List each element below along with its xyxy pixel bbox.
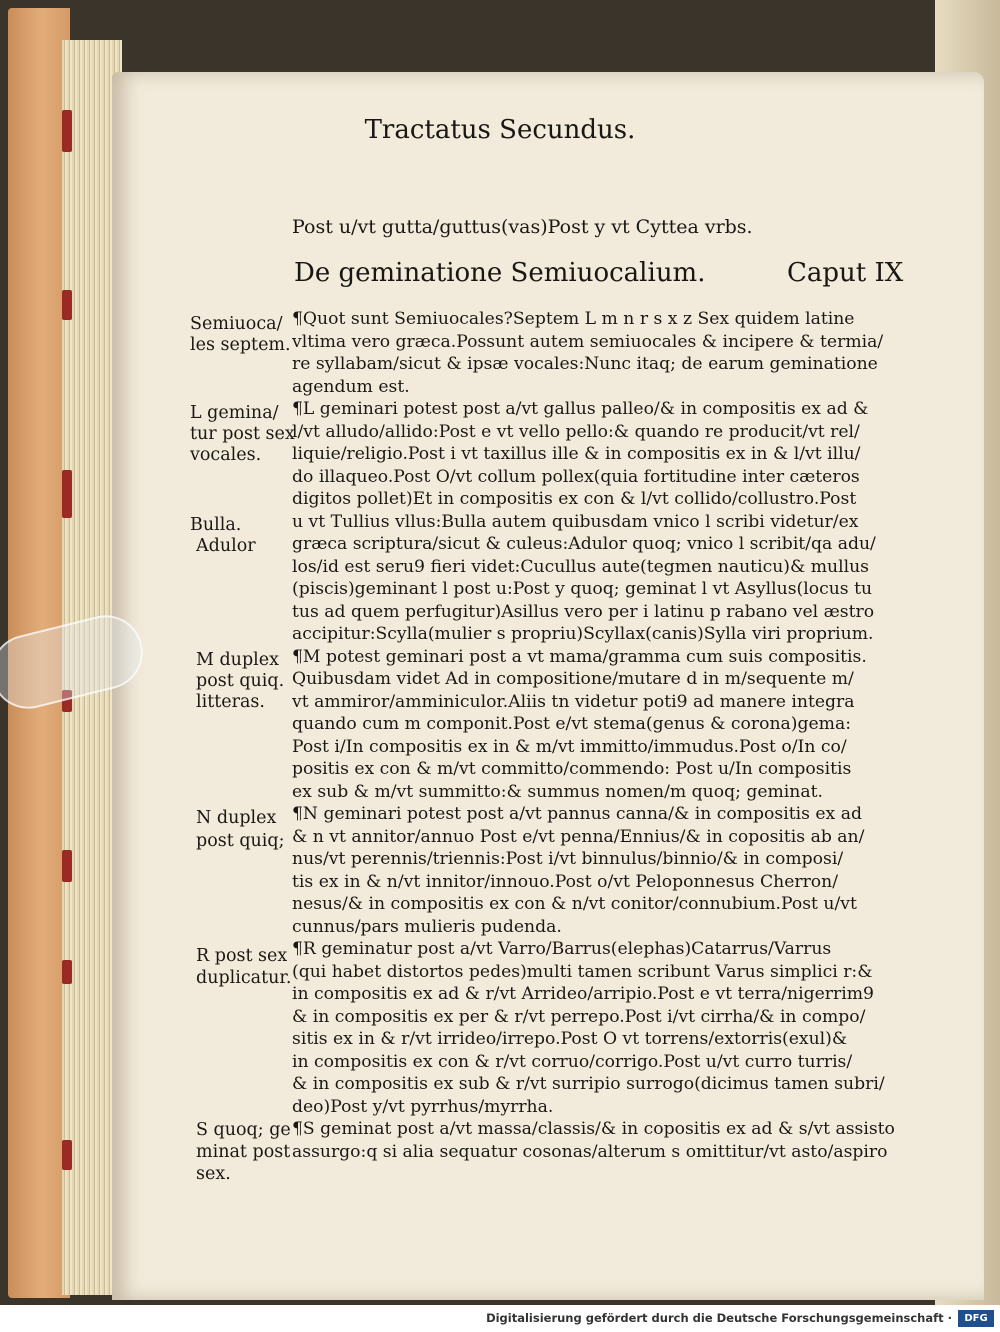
page-marker-tab [62, 1140, 72, 1170]
text-line: quando cum m componit.Post e/vt stema(genus & corona)gema: [292, 714, 852, 734]
margin-note: sex. [196, 1164, 231, 1184]
text-line: sitis ex in & r/vt irrideo/irrepo.Post O vt torrens/extorris(exul)& [292, 1029, 848, 1049]
text-line: do illaqueo.Post O/vt collum pollex(quia fortitudine inter cæteros [292, 466, 860, 487]
text-line: Quibusdam videt Ad in compositione/mutare d in m/sequente m/ [292, 669, 854, 689]
chapter-number: Caput IX [787, 258, 904, 288]
margin-note: L gemina/ [190, 403, 279, 423]
text-line: Post i/In compositis ex in & m/vt immitto/immudus.Post o/In co/ [292, 736, 847, 757]
text-line: nus/vt perennis/triennis:Post i/vt binnulus/binnio/& in composi/ [292, 849, 844, 869]
text-line: & in compositis ex sub & r/vt surripio surrogo(dicimus tamen subri/ [292, 1074, 885, 1094]
text-line: re syllabam/sicut & ipsæ vocales:Nunc itaq; de earum geminatione [292, 354, 878, 374]
text-line: deo)Post y/vt pyrrhus/myrrha. [292, 1096, 554, 1117]
funding-credit: Digitalisierung gefördert durch die Deutsche Forschungsgemeinschaft · [486, 1311, 952, 1325]
text-line: nesus/& in compositis ex con & n/vt conitor/connubium.Post u/vt [292, 894, 857, 914]
margin-note: post quiq. [196, 671, 285, 691]
page-marker-tab [62, 290, 72, 320]
text-line: liquie/religio.Post i vt taxillus ille & in compositis ex in & l/vt illu/ [292, 444, 861, 464]
text-line: ¶S geminat post a/vt massa/classis/& in copositis ex ad & s/vt assisto [292, 1119, 895, 1139]
text-line: & n vt annitor/annuo Post e/vt penna/Ennius/& in copositis ab an/ [292, 826, 865, 847]
text-line: (piscis)geminant l post u:Post y quoq; geminat l vt Asyllus(locus tu [292, 579, 873, 599]
margin-note: N duplex [196, 808, 277, 828]
margin-note: litteras. [196, 692, 265, 712]
margin-note: Adulor [196, 536, 256, 556]
margin-note: minat post [196, 1142, 291, 1162]
text-line: positis ex con & m/vt committo/commendo: Post u/In compositis [292, 759, 852, 779]
text-line: assurgo:q si alia sequatur cosonas/alterum s omittitur/vt asto/aspiro [292, 1141, 888, 1162]
text-line: u vt Tullius vllus:Bulla autem quibusdam vnico l scribi videtur/ex [292, 511, 859, 532]
page-marker-tab [62, 470, 72, 518]
margin-note: tur post sex [190, 424, 295, 444]
text-line: (qui habet distortos pedes)multi tamen scribunt Varus simplici r:& [292, 961, 873, 982]
page-marker-tab [62, 850, 72, 882]
text-line: ¶Quot sunt Semiuocales?Septem L m n r s x z Sex quidem latine [292, 309, 855, 329]
text-line: in compositis ex con & r/vt corruo/corrigo.Post u/vt curro turris/ [292, 1051, 853, 1072]
text-line: ¶L geminari potest post a/vt gallus palleo/& in compositis ex ad & [292, 399, 869, 419]
margin-note: Semiuoca/ [190, 314, 283, 334]
margin-note: R post sex [196, 946, 288, 966]
running-subtitle: Post u/vt gutta/guttus(vas)Post y vt Cyttea vrbs. [292, 216, 753, 238]
dfg-logo: DFG [958, 1310, 994, 1327]
text-line: ¶R geminatur post a/vt Varro/Barrus(elephas)Catarrus/Varrus [292, 939, 832, 959]
text-line: vt ammiror/amminiculor.Aliis tn videtur poti9 ad manere integra [292, 691, 855, 712]
margin-note: post quiq; [196, 831, 285, 851]
chapter-title: De geminatione Semiuocalium. [294, 258, 706, 288]
margin-note: duplicatur. [196, 968, 292, 988]
text-line: tis ex in & n/vt innitor/innouo.Post o/vt Peloponnesus Cherron/ [292, 871, 839, 892]
margin-note: M duplex [196, 650, 279, 670]
text-line: accipitur:Scylla(mulier s propriu)Scyllax(canis)Sylla viri proprium. [292, 624, 874, 644]
margin-note: Bulla. [190, 515, 242, 535]
running-title: Tractatus Secundus. [364, 115, 636, 145]
text-line: cunnus/pars mulieris pudenda. [292, 916, 562, 937]
margin-note: S quoq; ge [196, 1120, 291, 1140]
text-line: los/id est seru9 fieri videt:Cucullus aute(tegmen nauticu)& mullus [292, 556, 869, 577]
text-line: agendum est. [292, 376, 410, 397]
text-line: l/vt alludo/allido:Post e vt vello pello:& quando re producit/vt rel/ [292, 421, 860, 442]
text-line: ¶N geminari potest post a/vt pannus canna/& in compositis ex ad [292, 804, 862, 824]
margin-note: vocales. [190, 445, 262, 465]
margin-note: les septem. [190, 335, 291, 355]
footer-bar [0, 1305, 1000, 1332]
text-line: tus ad quem perfugitur)Asillus vero per i latinu p rabano vel æstro [292, 601, 875, 622]
text-line: ¶M potest geminari post a vt mama/gramma cum suis compositis. [292, 646, 867, 667]
body-text [292, 308, 912, 1163]
text-line: ex sub & m/vt summitto:& summus nomen/m quoq; geminat. [292, 781, 823, 802]
text-line: vltima vero græca.Possunt autem semiuocales & incipere & termia/ [292, 331, 884, 352]
page-marker-tab [62, 960, 72, 984]
text-line: & in compositis ex per & r/vt perrepo.Post i/vt cirrha/& in compo/ [292, 1006, 866, 1027]
text-line: digitos pollet)Et in compositis ex con & l/vt collido/collustro.Post [292, 489, 857, 509]
text-line: græca scriptura/sicut & culeus:Adulor quoq; vnico l scribit/qa adu/ [292, 534, 876, 554]
text-line: in compositis ex ad & r/vt Arrideo/arripio.Post e vt terra/nigerrim9 [292, 984, 874, 1004]
